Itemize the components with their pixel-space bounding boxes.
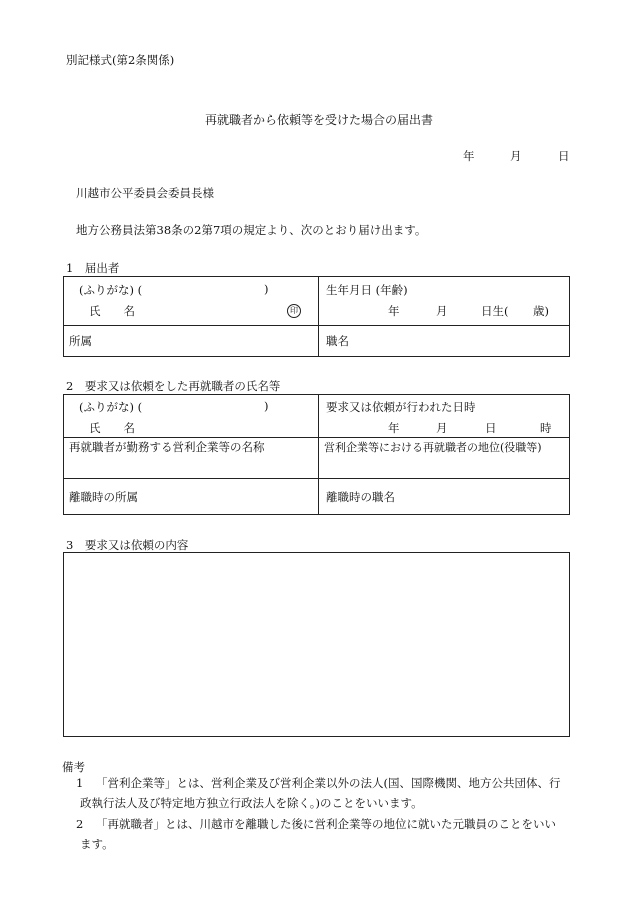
reemployed-table-row-divider-1 <box>63 437 570 438</box>
request-content-box <box>63 552 570 737</box>
applicant-name-label: 氏 名 <box>89 304 135 318</box>
note-1-number: 1 <box>76 776 84 790</box>
form-label: 別記様式(第2条関係) <box>66 53 175 67</box>
note-2-line-2: ます。 <box>80 837 114 851</box>
note-1-line-2: 政執行法人及び特定地方独立行政法人を除く。)のことをいいます。 <box>80 796 423 810</box>
applicant-furigana-open: (ふりがな) ( <box>79 283 143 297</box>
reemployed-name-label: 氏 名 <box>89 421 135 435</box>
position-label: 職名 <box>326 334 349 348</box>
reemployed-furigana-open: (ふりがな) ( <box>79 400 143 414</box>
request-day-label: 日 <box>485 421 497 435</box>
request-hour-label: 時 <box>540 421 552 435</box>
date-year-label: 年 <box>463 149 475 163</box>
request-datetime-label: 要求又は依頼が行われた日時 <box>326 400 476 414</box>
reemployed-furigana-close: ) <box>264 399 269 413</box>
former-position-label: 離職時の職名 <box>326 490 395 504</box>
applicant-table-divider <box>318 276 319 357</box>
company-position-label: 営利企業等における再就職者の地位(役職等) <box>324 441 542 454</box>
birth-age-label: 歳) <box>533 304 549 318</box>
section2-heading: 2 要求又は依頼をした再就職者の氏名等 <box>66 379 281 393</box>
notes-heading: 備考 <box>62 760 85 774</box>
page-title: 再就職者から依頼等を受けた場合の届出書 <box>205 113 434 127</box>
former-affiliation-label: 離職時の所属 <box>69 490 138 504</box>
reemployed-table-row-divider-2 <box>63 478 570 479</box>
birth-day-label: 日生( <box>481 304 509 318</box>
affiliation-label: 所属 <box>69 334 92 348</box>
seal-mark: 印 <box>287 304 301 318</box>
note-1-line-1: 「営利企業等」とは、営利企業及び営利企業以外の法人(国、国際機関、地方公共団体、行 <box>96 776 561 790</box>
date-day-label: 日 <box>558 149 570 163</box>
date-month-label: 月 <box>510 149 522 163</box>
section3-heading: 3 要求又は依頼の内容 <box>66 538 189 552</box>
company-name-label: 再就職者が勤務する営利企業等の名称 <box>69 440 265 454</box>
birthdate-label: 生年月日 (年齢) <box>326 283 408 297</box>
birth-year-label: 年 <box>388 304 400 318</box>
applicant-furigana-close: ) <box>264 282 269 296</box>
request-month-label: 月 <box>436 421 448 435</box>
intro-text: 地方公務員法第38条の2第7項の規定より、次のとおり届け出ます。 <box>76 223 427 237</box>
note-2-line-1: 「再就職者」とは、川越市を離職した後に営利企業等の地位に就いた元職員のことをいい <box>96 817 556 831</box>
addressee: 川越市公平委員会委員長様 <box>76 186 214 200</box>
note-2-number: 2 <box>76 817 84 831</box>
reemployed-table-divider <box>318 394 319 515</box>
birth-month-label: 月 <box>436 304 448 318</box>
section1-heading: 1 届出者 <box>66 261 120 275</box>
applicant-table-row-divider <box>63 325 570 326</box>
request-year-label: 年 <box>388 421 400 435</box>
